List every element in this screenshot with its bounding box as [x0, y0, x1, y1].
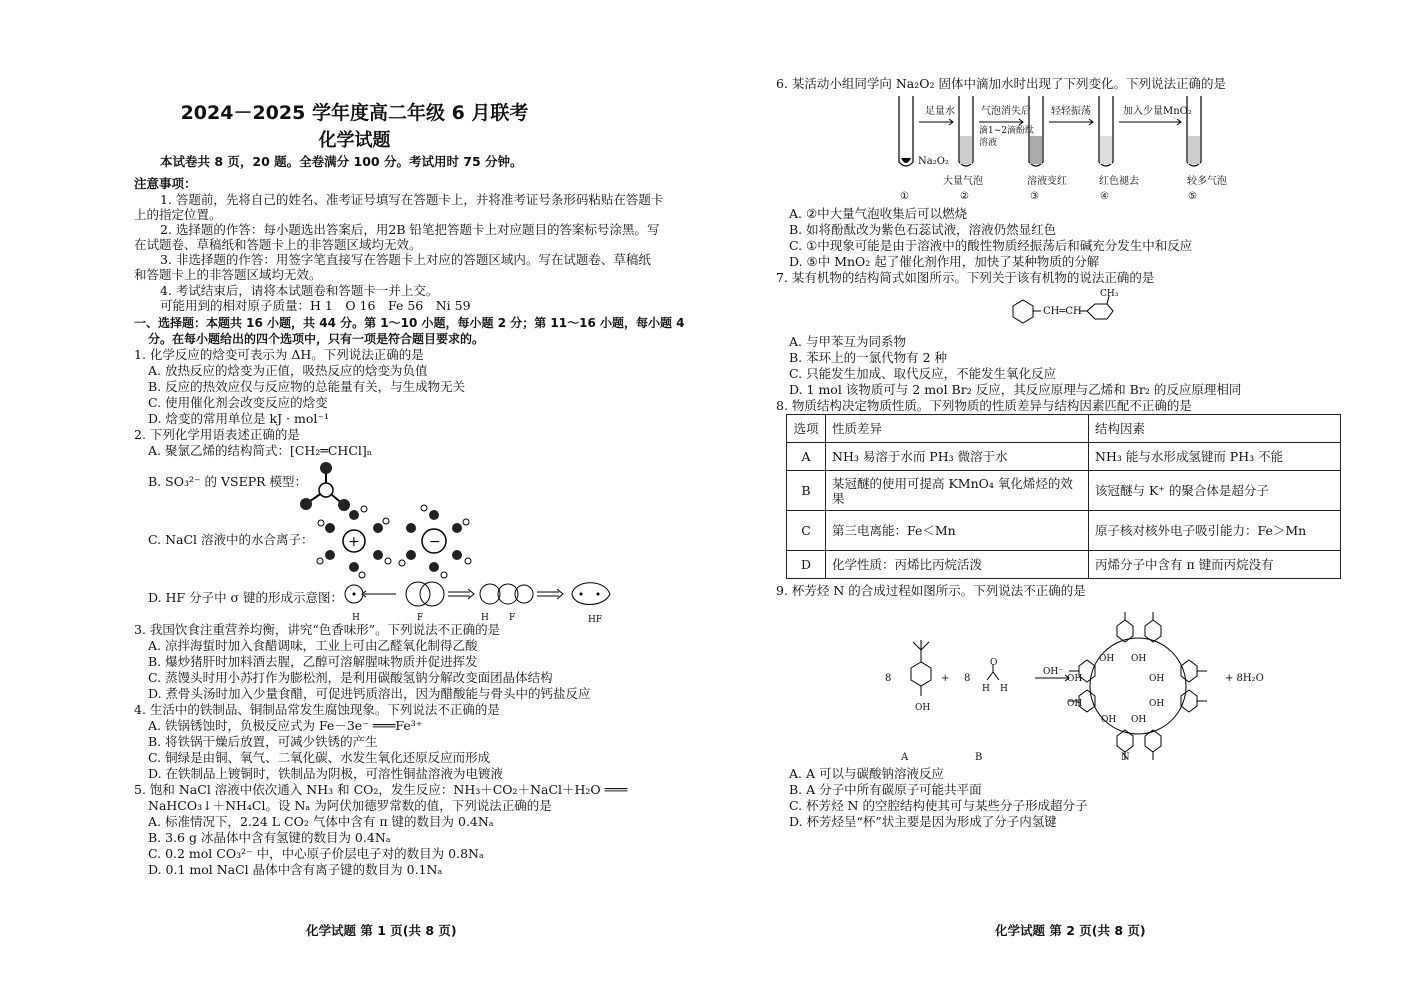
question-stem: 2. 下列化学用语表述正确的是 [134, 427, 300, 442]
option: D. HF 分子中 σ 键的形成示意图： [148, 590, 344, 605]
figure-label: F [509, 613, 516, 623]
figure-label: F [417, 613, 424, 623]
option: B. 将铁锅干燥后放置，可减少铁锈的产生 [148, 734, 378, 749]
option: A. ②中大量气泡收集后可以燃烧 [789, 206, 968, 221]
structure-label: CH═CH [1043, 306, 1082, 317]
plus-sign: + [941, 673, 950, 684]
table-header: 性质差异 [826, 415, 1089, 443]
notice-line: 上的指定位置。 [134, 207, 222, 222]
structure-label: OH [1131, 715, 1147, 725]
tube-number: ① [900, 191, 909, 202]
notice-line: 3. 非选择题的作答：用签字笔直接写在答题卡上对应的答题区域内。写在试题卷、草稿纸 [160, 252, 651, 267]
option: A. 放热反应的焓变为正值，吸热反应的焓变为负值 [148, 363, 428, 378]
option: A. 与甲苯互为同系物 [789, 334, 906, 349]
structure-label: OH [1067, 699, 1083, 709]
catalyst-label: OH⁻ [1043, 667, 1063, 677]
table-header: 结构因素 [1089, 415, 1341, 443]
hydrated-ion-figure [312, 503, 477, 581]
arrow-label: 气泡消失后 [981, 106, 1031, 117]
coefficient-label: 8 [964, 673, 971, 684]
structure-label: OH [1067, 674, 1083, 684]
option: D. 焓变的常用单位是 kJ · mol⁻¹ [148, 411, 329, 426]
tube-caption: 较多气泡 [1187, 176, 1227, 187]
arrow-sublabel: 滴1~2滴酚酞 [979, 126, 1034, 136]
option: C. 铜绿是由铜、氧气、二氧化碳、水发生氧化还原反应而形成 [148, 750, 491, 765]
question-stem: 4. 生活中的铁制品、铜制品常发生腐蚀现象。下列说法不正确的是 [134, 702, 500, 717]
option: A. A 可以与碳酸钠溶液反应 [789, 766, 944, 781]
option: A. 标准情况下，2.24 L CO₂ 气体中含有 π 键的数目为 0.4Nₐ [148, 814, 494, 829]
option: C. ①中现象可能是由于溶液中的酸性物质经振荡后和碱充分发生中和反应 [789, 238, 1193, 253]
coefficient-label: 8 [885, 673, 892, 684]
option: B. 苯环上的一氯代物有 2 种 [789, 350, 948, 365]
structure-label: OH [1101, 715, 1117, 725]
option: D. 杯芳烃呈“杯”状主要是因为形成了分子内氢键 [789, 814, 1057, 829]
question-stem: 6. 某活动小组同学向 Na₂O₂ 固体中滴加水时出现了下列变化。下列说法正确的是 [776, 76, 1227, 91]
option: C. 杯芳烃 N 的空腔结构使其可与某些分子形成超分子 [789, 798, 1088, 813]
figure-label: H [481, 613, 489, 623]
structure-label: OH [1149, 674, 1165, 684]
notice-line: 2. 选择题的作答：每小题选出答案后，用2B 铅笔把答题卡上对应题目的答案标号涂黑。写 [160, 222, 660, 237]
option: B. SO₃²⁻ 的 VSEPR 模型： [148, 474, 308, 489]
table-cell: 化学性质：丙烯比丙烷活泼 [826, 551, 1089, 579]
option: B. A 分子中所有碳原子可能共平面 [789, 782, 982, 797]
question-stem: NaHCO₃↓＋NH₄Cl。设 Nₐ 为阿伏加德罗常数的值，下列说法正确的是 [148, 798, 552, 813]
option: D. ⑤中 MnO₂ 起了催化剂作用，加快了某种物质的分解 [789, 254, 1100, 269]
compound-label: B [975, 752, 983, 763]
option: A. 凉拌海蜇时加入食醋调味，工业上可由乙醛氧化制得乙酸 [148, 638, 478, 653]
table-cell: A [787, 443, 826, 471]
page-2 [709, 0, 1418, 983]
structure-label: OH [1149, 699, 1165, 709]
figure-label: HF [588, 615, 603, 625]
option: C. NaCl 溶液中的水合离子： [148, 532, 314, 547]
na2o2-label: Na₂O₂ [918, 156, 949, 167]
option: C. 0.2 mol CO₃²⁻ 中，中心原子价层电子对的数目为 0.8Nₐ [148, 846, 484, 861]
option: C. 只能发生加成、取代反应，不能发生氧化反应 [789, 366, 1057, 381]
question-stem: 8. 物质结构决定物质性质。下列物质的性质差异与结构因素匹配不正确的是 [776, 398, 1192, 413]
arrow-label: 足量水 [925, 106, 955, 117]
option: D. 在铁制品上镀铜时，铁制品为阴极，可溶性铜盐溶液为电镀液 [148, 766, 504, 781]
table-row [787, 471, 1341, 511]
question-stem: 9. 杯芳烃 N 的合成过程如图所示。下列说法不正确的是 [776, 583, 1086, 598]
table-header: 选项 [787, 415, 826, 443]
structure-label: H [982, 684, 990, 694]
compound-label: N [1121, 752, 1130, 763]
question-stem: 7. 某有机物的结构简式如图所示。下列关于该有机物的说法正确的是 [776, 270, 1155, 285]
atomic-mass-line: 可能用到的相对原子质量：H 1 O 16 Fe 56 Ni 59 [160, 298, 471, 313]
notice-line: 1. 答题前，先将自己的姓名、准考证号填写在答题卡上，并将准考证号条形码粘贴在答题卡 [160, 192, 664, 207]
notice-line: 在试题卷、草稿纸和答题卡上的非答题区域均无效。 [134, 237, 422, 252]
table-row [787, 511, 1341, 551]
tube-caption: 大量气泡 [943, 176, 983, 187]
calixarene-synthesis-figure [889, 606, 1239, 768]
page-footer: 化学试题 第 2 页(共 8 页) [995, 923, 1146, 938]
option: C. 蒸馒头时用小苏打作为膨松剂，是利用碳酸氢钠分解改变面团晶体结构 [148, 670, 553, 685]
exam-info: 本试卷共 8 页，20 题。全卷满分 100 分。考试用时 75 分钟。 [160, 154, 523, 169]
table-cell: NH₃ 能与水形成氢键而 PH₃ 不能 [1089, 443, 1341, 471]
table-cell: 某冠醚的使用可提高 KMnO₄ 氧化烯烃的效果 [826, 471, 1089, 511]
table-row [787, 551, 1341, 579]
table-row [787, 443, 1341, 471]
table-cell: D [787, 551, 826, 579]
table-cell: B [787, 471, 826, 511]
question-stem: 1. 化学反应的焓变可表示为 ΔH。下列说法正确的是 [134, 347, 424, 362]
structure-label: H [1000, 684, 1008, 694]
option: C. 使用催化剂会改变反应的焓变 [148, 395, 328, 410]
notice-heading: 注意事项： [134, 176, 197, 191]
tube-number: ④ [1100, 191, 1109, 202]
table-header-row [787, 415, 1341, 443]
tube-number: ② [960, 191, 969, 202]
tube-caption: 红色褪去 [1099, 176, 1139, 187]
arrow-label: 轻轻振荡 [1051, 106, 1091, 117]
svg-text:−: − [429, 534, 441, 550]
option: B. 反应的热效应仅与反应物的总能量有关，与生成物无关 [148, 379, 466, 394]
tube-number: ⑤ [1188, 191, 1197, 202]
property-table [786, 414, 1341, 579]
structure-label: OH [915, 703, 931, 713]
notice-line: 和答题卡上的非答题区域均无效。 [134, 267, 322, 282]
structure-label: O [990, 658, 998, 668]
figure-label: H [352, 613, 360, 623]
svg-text:+: + [348, 534, 360, 550]
structure-label: OH [1131, 654, 1147, 664]
section-heading: 一、选择题：本题共 16 小题，共 44 分。第 1～10 小题，每小题 2 分；第 11～16 小题，每小题 4 [134, 316, 685, 330]
table-cell: 丙烯分子中含有 π 键而丙烷没有 [1089, 551, 1341, 579]
structure-label: CH₃ [1100, 289, 1119, 299]
table-cell: 第三电离能：Fe＜Mn [826, 511, 1089, 551]
option: A. 铁锅锈蚀时，负极反应式为 Fe－3e⁻ ═══Fe³⁺ [148, 718, 423, 733]
question-stem: 3. 我国饮食注重营养均衡，讲究“色香味形”。下列说法不正确的是 [134, 622, 501, 637]
option: A. 聚氯乙烯的结构简式：[CH₂═CHCl]ₙ [148, 443, 373, 458]
option: B. 3.6 g 冰晶体中含有氢键的数目为 0.4Nₐ [148, 830, 391, 845]
product-label: + 8H₂O [1225, 673, 1264, 684]
structure-label: OH [1099, 654, 1115, 664]
option: B. 爆炒猪肝时加料酒去腥，乙醇可溶解腥味物质并促进挥发 [148, 654, 478, 669]
option: B. 如将酚酞改为紫色石蕊试液，溶液仍然显红色 [789, 222, 1057, 237]
compound-label: A [901, 752, 909, 763]
exam-subtitle: 化学试题 [318, 130, 391, 151]
notice-line: 4. 考试结束后，请将本试题卷和答题卡一并上交。 [160, 283, 439, 298]
section-heading: 分。在每小题给出的四个选项中，只有一项是符合题目要求的。 [148, 332, 485, 346]
arrow-label: 加入少量MnO₂ [1123, 106, 1192, 117]
table-cell: NH₃ 易溶于水而 PH₃ 微溶于水 [826, 443, 1089, 471]
question-stem: 5. 饱和 NaCl 溶液中依次通入 NH₃ 和 CO₂，发生反应：NH₃＋CO₂＋NaCl＋H₂O ═══ [134, 782, 628, 797]
tube-caption: 溶液变红 [1027, 176, 1067, 187]
arrow-sublabel: 溶液 [979, 138, 998, 148]
option: D. 1 mol 该物质可与 2 mol Br₂ 反应，其反应原理与乙烯和 Br₂ 的反应原理相同 [789, 382, 1242, 397]
table-cell: 原子核对核外电子吸引能力：Fe＞Mn [1089, 511, 1341, 551]
page-footer: 化学试题 第 1 页(共 8 页) [306, 923, 457, 938]
option: D. 0.1 mol NaCl 晶体中含有离子键的数目为 0.1Nₐ [148, 862, 443, 877]
option: D. 煮骨头汤时加入少量食醋，可促进钙质溶出，因为醋酸能与骨头中的钙盐反应 [148, 686, 591, 701]
tube-number: ③ [1030, 191, 1039, 202]
table-cell: C [787, 511, 826, 551]
table-cell: 该冠醚与 K⁺ 的聚合体是超分子 [1089, 471, 1341, 511]
exam-title: 2024－2025 学年度高二年级 6 月联考 [180, 102, 529, 124]
